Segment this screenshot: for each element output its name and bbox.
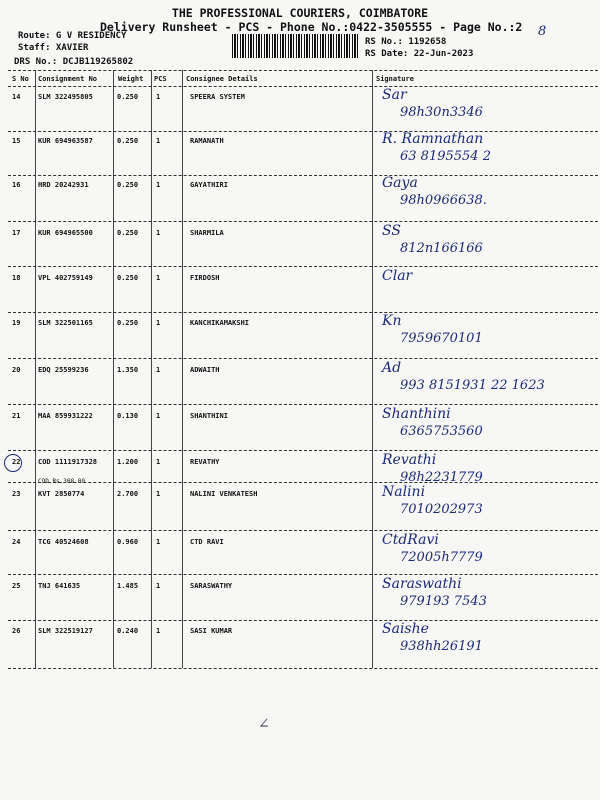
- row-consignee: SARASWATHY: [190, 582, 233, 590]
- row-signature-phone: 7010202973: [400, 502, 483, 517]
- row-sno: 26: [12, 627, 21, 635]
- runsheet-subtitle: Delivery Runsheet - PCS - Phone No.:0422-3505555 - Page No.:2: [100, 20, 523, 34]
- row-sno: 18: [12, 274, 21, 282]
- divider: [35, 70, 36, 668]
- row-consignment: SLM 322495805: [38, 93, 93, 101]
- row-sno: 17: [12, 229, 21, 237]
- row-signature-phone: 98h30n3346: [400, 105, 483, 120]
- staff-label: Staff: XAVIER: [18, 43, 89, 53]
- row-signature-phone: 7959670101: [400, 331, 483, 346]
- row-consignment: TCG 40524608: [38, 538, 89, 546]
- row-signature-phone: 979193 7543: [400, 594, 487, 609]
- divider: [151, 70, 152, 668]
- row-signature-phone: 938hh26191: [400, 639, 483, 654]
- pen-mark: ∠: [258, 716, 270, 732]
- row-weight: 0.130: [117, 412, 139, 420]
- row-consignee: ADWAITH: [190, 366, 220, 374]
- row-pcs: 1: [156, 319, 161, 327]
- row-consignment: SLM 322501165: [38, 319, 93, 327]
- col-consignment: Consignment No: [38, 75, 98, 83]
- row-weight: 0.250: [117, 229, 139, 237]
- row-weight: 0.250: [117, 137, 139, 145]
- divider: [113, 70, 114, 668]
- row-weight: 1.200: [117, 458, 139, 466]
- row-signature-phone: 6365753560: [400, 424, 483, 439]
- row-pcs: 1: [156, 366, 161, 374]
- row-consignee: SASI KUMAR: [190, 627, 233, 635]
- row-pcs: 1: [156, 458, 161, 466]
- row-pcs: 1: [156, 627, 161, 635]
- row-consignment: KUR 694963587: [38, 137, 93, 145]
- row-cod-note: COD Rs.308.00: [38, 478, 85, 485]
- row-signature-phone: 98h0966638.: [400, 193, 487, 208]
- row-signature: Ad: [382, 360, 402, 376]
- row-consignment: HRD 20242931: [38, 181, 89, 189]
- row-weight: 0.240: [117, 627, 139, 635]
- row-rule: [8, 574, 598, 575]
- row-rule: [8, 404, 598, 405]
- row-pcs: 1: [156, 490, 161, 498]
- row-rule: [8, 221, 598, 222]
- row-signature-phone: 993 8151931 22 1623: [400, 378, 545, 393]
- row-signature: Saraswathi: [382, 576, 462, 592]
- barcode: [232, 34, 358, 58]
- row-signature: Revathi: [382, 452, 437, 468]
- row-consignee: CTD RAVI: [190, 538, 224, 546]
- company-title: THE PROFESSIONAL COURIERS, COIMBATORE: [171, 6, 429, 20]
- row-signature: Kn: [382, 313, 402, 329]
- row-sno: 19: [12, 319, 21, 327]
- row-signature: Saishe: [382, 621, 429, 637]
- row-consignment: VPL 402759149: [38, 274, 93, 282]
- row-sno: 15: [12, 137, 21, 145]
- row-consignee: RAMANATH: [190, 137, 224, 145]
- row-consignee: KANCHIKAMAKSHI: [190, 319, 250, 327]
- col-consignee: Consignee Details: [186, 75, 258, 83]
- row-consignee: SHANTHINI: [190, 412, 228, 420]
- row-sno: 23: [12, 490, 21, 498]
- row-pcs: 1: [156, 229, 161, 237]
- row-weight: 2.700: [117, 490, 139, 498]
- row-consignee: NALINI VENKATESH: [190, 490, 258, 498]
- rs-date: RS Date: 22-Jun-2023: [365, 49, 474, 59]
- row-consignment: COD 1111917328: [38, 458, 98, 466]
- page-note: 8: [538, 24, 547, 39]
- row-pcs: 1: [156, 274, 161, 282]
- row-rule: [8, 131, 598, 132]
- row-signature-phone: 63 8195554 2: [400, 149, 491, 164]
- row-weight: 0.250: [117, 181, 139, 189]
- row-sno: 14: [12, 93, 21, 101]
- row-consignment: TNJ 641635: [38, 582, 81, 590]
- table-top-rule: [8, 70, 598, 71]
- divider: [182, 70, 183, 668]
- row-pcs: 1: [156, 582, 161, 590]
- col-signature: Signature: [376, 75, 414, 83]
- row-weight: 0.250: [117, 319, 139, 327]
- row-signature: Gaya: [382, 175, 418, 191]
- row-pcs: 1: [156, 538, 161, 546]
- row-consignment: MAA 859931222: [38, 412, 93, 420]
- row-pcs: 1: [156, 412, 161, 420]
- row-weight: 0.250: [117, 93, 139, 101]
- row-signature-phone: 72005h7779: [400, 550, 483, 565]
- row-signature: CtdRavi: [382, 532, 439, 548]
- row-signature: SS: [382, 223, 401, 239]
- row-signature-phone: 98h2231779: [400, 470, 483, 485]
- row-sno: 21: [12, 412, 21, 420]
- row-rule: [8, 450, 598, 451]
- row-rule: [8, 668, 598, 669]
- row-rule: [8, 266, 598, 267]
- row-pcs: 1: [156, 181, 161, 189]
- row-sno: 22: [12, 458, 21, 466]
- row-sno: 25: [12, 582, 21, 590]
- col-pcs: PCS: [154, 75, 167, 83]
- col-sno: S No: [12, 75, 29, 83]
- row-weight: 0.250: [117, 274, 139, 282]
- row-rule: [8, 620, 598, 621]
- row-rule: [8, 530, 598, 531]
- row-weight: 0.960: [117, 538, 139, 546]
- row-consignee: SHARMILA: [190, 229, 224, 237]
- row-consignee: REVATHY: [190, 458, 220, 466]
- row-consignee: GAYATHIRI: [190, 181, 228, 189]
- row-consignment: KUR 694965500: [38, 229, 93, 237]
- row-signature: Sar: [382, 87, 407, 103]
- row-signature: Nalini: [382, 484, 426, 500]
- row-signature: R. Ramnathan: [382, 131, 484, 147]
- row-consignment: KVT 2850774: [38, 490, 85, 498]
- row-weight: 1.485: [117, 582, 139, 590]
- header-rule: [8, 86, 598, 87]
- rs-number: RS No.: 1192658: [365, 37, 447, 47]
- row-sno: 24: [12, 538, 21, 546]
- drs-number: DRS No.: DCJB119265802: [14, 57, 134, 67]
- row-weight: 1.350: [117, 366, 139, 374]
- row-pcs: 1: [156, 137, 161, 145]
- row-signature-phone: 812n166166: [400, 241, 483, 256]
- col-weight: Weight: [118, 75, 144, 83]
- row-signature: Shanthini: [382, 406, 451, 422]
- row-consignee: FIRDOSH: [190, 274, 220, 282]
- row-pcs: 1: [156, 93, 161, 101]
- route-label: Route: G V RESIDENCY: [18, 31, 127, 41]
- row-sno: 16: [12, 181, 21, 189]
- row-rule: [8, 482, 598, 483]
- row-consignment: SLM 322519127: [38, 627, 93, 635]
- row-rule: [8, 175, 598, 176]
- divider: [372, 70, 373, 668]
- row-rule: [8, 358, 598, 359]
- row-consignee: SPEERA SYSTEM: [190, 93, 245, 101]
- row-signature: Clar: [382, 268, 413, 284]
- row-consignment: EDQ 25599236: [38, 366, 89, 374]
- row-rule: [8, 312, 598, 313]
- row-sno: 20: [12, 366, 21, 374]
